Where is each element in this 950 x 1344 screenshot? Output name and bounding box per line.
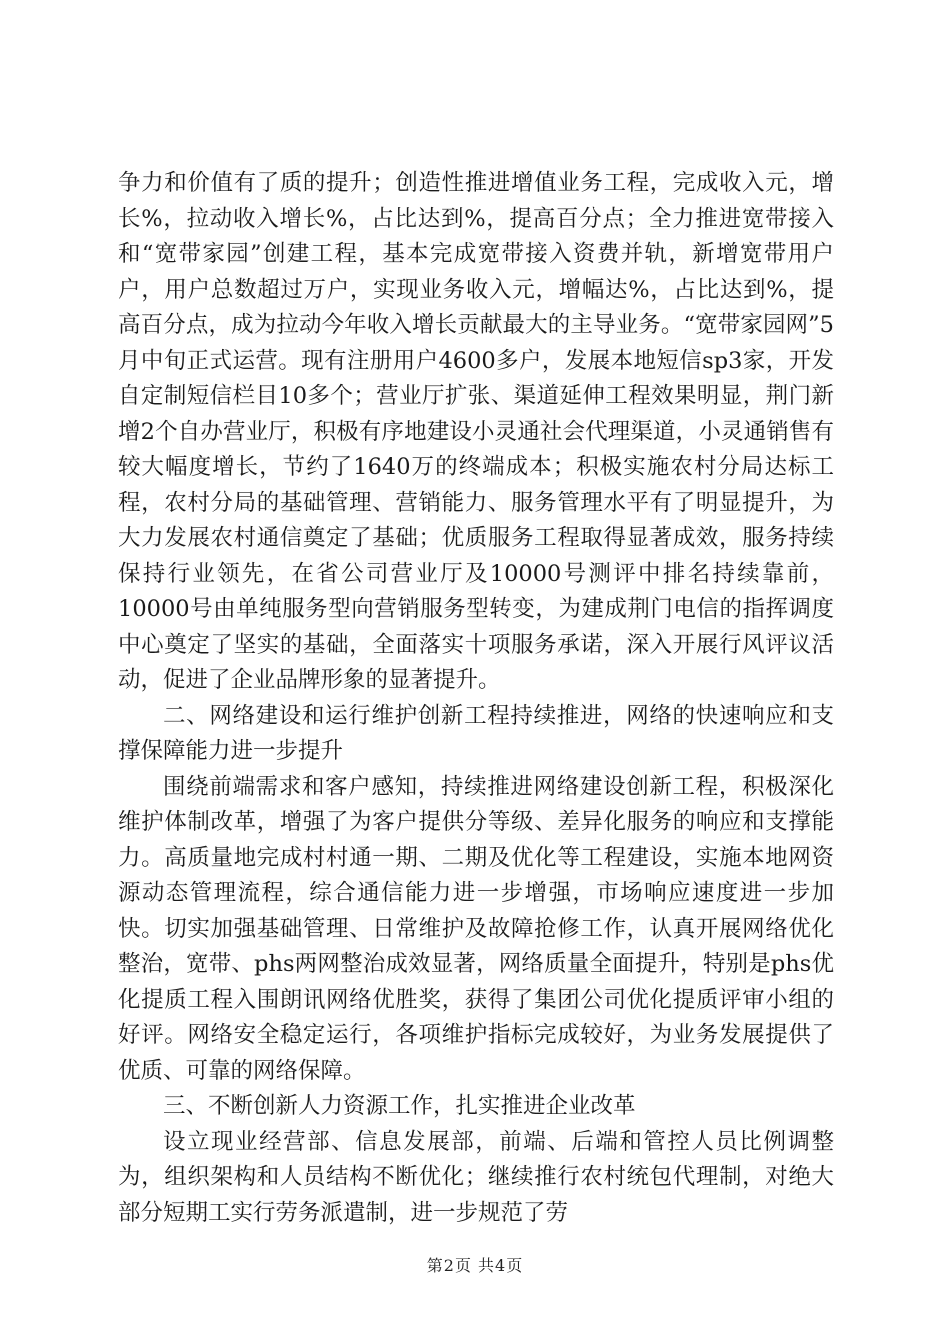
paragraph-network: 围绕前端需求和客户感知，持续推进网络建设创新工程，积极深化维护体制改革，增强了为客户提供分等级、差异化服务的响应和支撑能力。高质量地完成村村通一期、二期及优化等工程建设，实施本地网资源动态管理流程，综合通信能力进一步增强，市场响应速度进一步加快。切实加强基础管理、日常维护及故障抢修工作，认真开展网络优化整治，宽带、phs两网整治成效显著，网络质量全面提升，特别是phs优化提质工程入围朗讯网络优胜奖，获得了集团公司优化提质评审小组的好评。网络安全稳定运行，各项维护指标完成较好，为业务发展提供了优质、可靠的网络保障。 xyxy=(118,773,834,1084)
section-heading-2: 二、网络建设和运行维护创新工程持续推进，网络的快速响应和支撑保障能力进一步提升 xyxy=(118,702,834,764)
section-heading-3: 三、不断创新人力资源工作，扎实推进企业改革 xyxy=(163,1093,636,1119)
paragraph-hr: 设立现业经营部、信息发展部，前端、后端和管控人员比例调整为，组织架构和人员结构不断优化；继续推行农村统包代理制，对绝大部分短期工实行劳务派遣制，进一步规范了劳 xyxy=(118,1128,834,1226)
document-body xyxy=(118,166,834,1231)
page-footer: 第2页 共4页 xyxy=(426,1256,524,1275)
paragraph-continuation: 争力和价值有了质的提升；创造性推进增值业务工程，完成收入元，增长%，拉动收入增长%，占比达到%，提高百分点；全力推进宽带接入和“宽带家园”创建工程，基本完成宽带接入资费并轨，新增宽带用户户，用户总数超过万户，实现业务收入元，增幅达%，占比达到%，提高百分点，成为拉动今年收入增长贡献最大的主导业务。“宽带家园网”5月中旬正式运营。现有注册用户4600多户，发展本地短信sp3家，开发自定制短信栏目10多个；营业厅扩张、渠道延伸工程效果明显，荆门新增2个自办营业厅，积极有序地建设小灵通社会代理渠道，小灵通销售有较大幅度增长，节约了1640万的终端成本；积极实施农村分局达标工程，农村分局的基础管理、营销能力、服务管理水平有了明显提升，为大力发展农村通信奠定了基础；优质服务工程取得显著成效，服务持续保持行业领先，在省公司营业厅及10000号测评中排名持续靠前，10000号由单纯服务型向营销服务型转变，为建成荆门电信的指挥调度中心奠定了坚实的基础，全面落实十项服务承诺，深入开展行风评议活动，促进了企业品牌形象的显著提升。 xyxy=(118,170,834,693)
